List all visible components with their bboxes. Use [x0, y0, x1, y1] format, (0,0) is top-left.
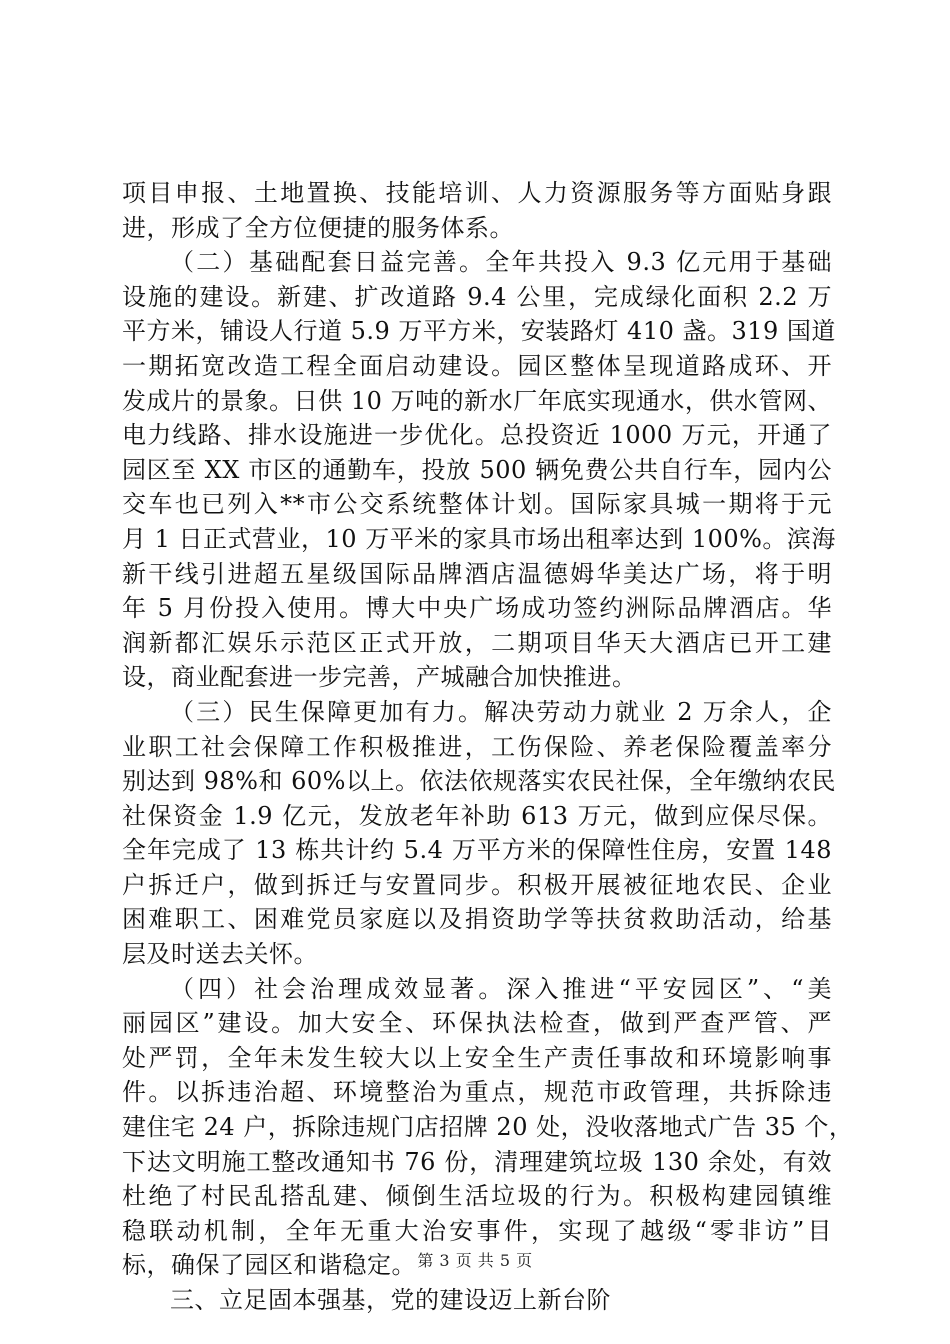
document-line: 困难职工、困难党员家庭以及捐资助学等扶贫救助活动，给基	[122, 905, 832, 934]
document-line: 建住宅 24 户，拆除违规门店招牌 20 处，没收落地式广告 35 个，	[122, 1113, 854, 1142]
document-line: 丽园区”建设。加大安全、环保执法检查，做到严查严管、严	[122, 1009, 832, 1038]
document-line: 设，商业配套进一步完善，产城融合加快推进。	[122, 663, 637, 692]
document-line: 进，形成了全方位便捷的服务体系。	[122, 213, 514, 242]
document-line: （四）社会治理成效显著。深入推进“平安园区”、“美	[170, 974, 832, 1003]
document-line: 三、立足固本强基，党的建设迈上新台阶	[170, 1286, 611, 1314]
document-line: 下达文明施工整改通知书 76 份，清理建筑垃圾 130 余处，有效	[122, 1147, 832, 1176]
document-line: 层及时送去关怀。	[122, 940, 318, 969]
document-line: 社保资金 1.9 亿元，发放老年补助 613 万元，做到应保尽保。	[122, 801, 832, 830]
document-line: （三）民生保障更加有力。解决劳动力就业 2 万余人，企	[170, 697, 832, 726]
document-line: 处严罚，全年未发生较大以上安全生产责任事故和环境影响事	[122, 1043, 832, 1072]
document-body	[122, 176, 854, 1318]
document-line: 设施的建设。新建、扩改道路 9.4 公里，完成绿化面积 2.2 万	[122, 282, 832, 311]
document-line: 平方米，铺设人行道 5.9 万平方米，安装路灯 410 盏。319 国道	[122, 317, 836, 346]
document-line: 项目申报、土地置换、技能培训、人力资源服务等方面贴身跟	[122, 179, 832, 207]
document-line: 杜绝了村民乱搭乱建、倾倒生活垃圾的行为。积极构建园镇维	[122, 1182, 832, 1211]
document-line: 新干线引进超五星级国际品牌酒店温德姆华美达广场，将于明	[122, 559, 832, 588]
document-line: 电力线路、排水设施进一步优化。总投资近 1000 万元，开通了	[122, 421, 832, 450]
document-line: 一期拓宽改造工程全面启动建设。园区整体呈现道路成环、开	[122, 351, 832, 380]
document-line: 园区至 XX 市区的通勤车，投放 500 辆免费公共自行车，园内公	[122, 455, 832, 484]
document-line: 发成片的景象。日供 10 万吨的新水厂年底实现通水，供水管网、	[122, 386, 832, 415]
document-line: 交车也已列入**市公交系统整体计划。国际家具城一期将于元	[122, 490, 832, 519]
document-line: 月 1 日正式营业，10 万平米的家具市场出租率达到 100%。滨海	[122, 524, 836, 553]
document-line: 稳联动机制，全年无重大治安事件，实现了越级“零非访”目	[122, 1216, 832, 1245]
document-line: 户拆迁户，做到拆迁与安置同步。积极开展被征地农民、企业	[122, 870, 832, 899]
document-line: 业职工社会保障工作积极推进，工伤保险、养老保险覆盖率分	[122, 732, 832, 761]
document-line: 件。以拆违治超、环境整治为重点，规范市政管理，共拆除违	[122, 1078, 832, 1107]
document-line: （二）基础配套日益完善。全年共投入 9.3 亿元用于基础	[170, 248, 832, 277]
document-line: 标，确保了园区和谐稳定。	[122, 1251, 416, 1280]
document-line: 别达到 98%和 60%以上。依法依规落实农民社保，全年缴纳农民	[122, 767, 836, 796]
document-line: 年 5 月份投入使用。博大中央广场成功签约洲际品牌酒店。华	[122, 594, 832, 623]
document-line: 润新都汇娱乐示范区正式开放，二期项目华天大酒店已开工建	[122, 628, 832, 657]
document-line: 全年完成了 13 栋共计约 5.4 万平方米的保障性住房，安置 148	[122, 836, 832, 865]
page-footer: 第 3 页 共 5 页	[417, 1251, 533, 1270]
